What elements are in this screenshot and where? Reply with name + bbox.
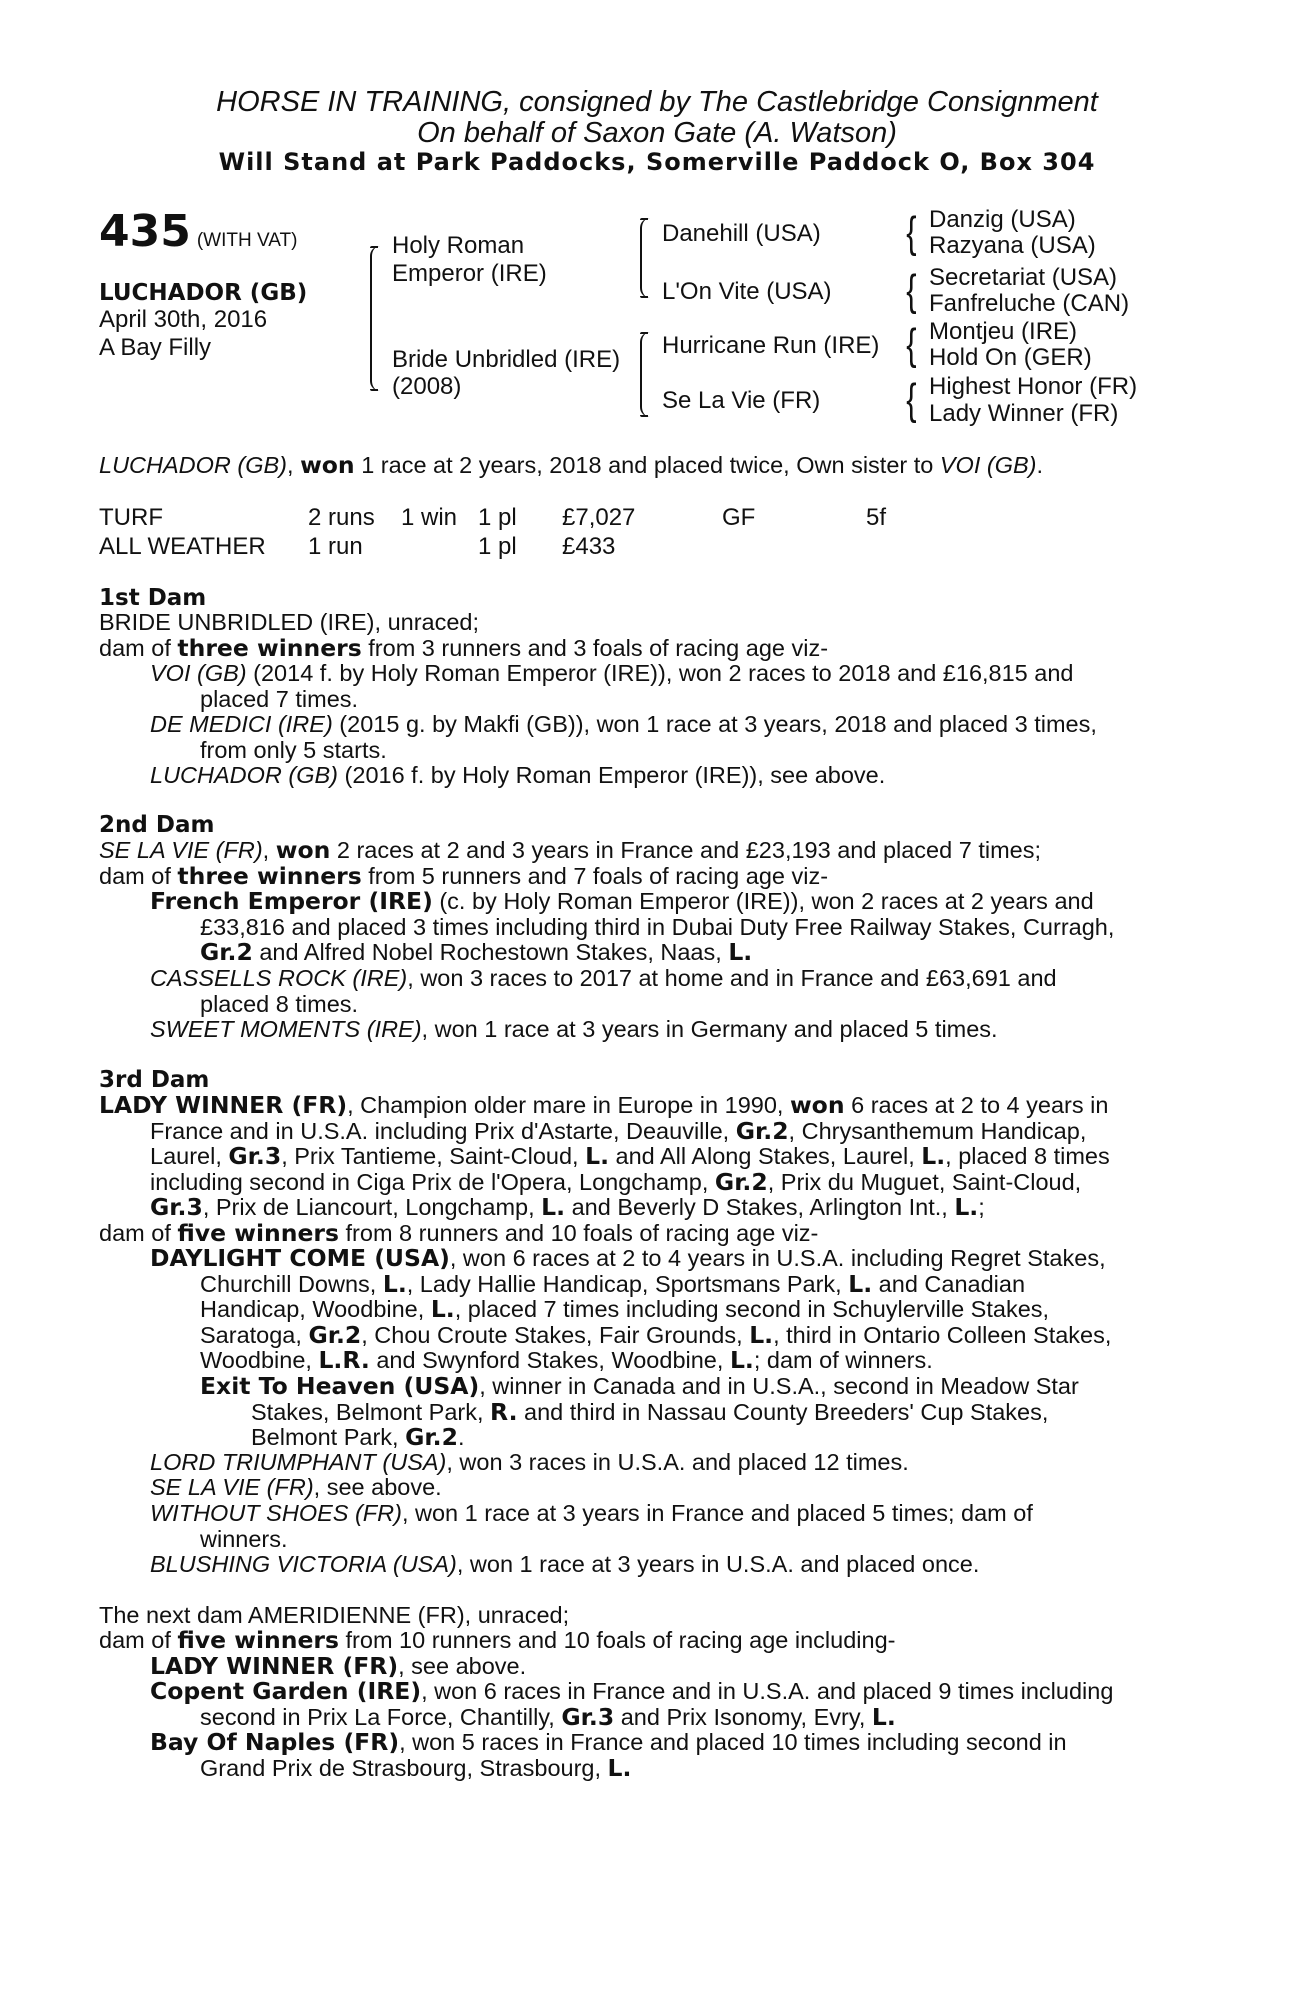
brace-glyph: { [906,266,917,315]
sire-name-line2: Emperor (IRE) [392,260,547,287]
perf-places: 1 pl [478,504,517,531]
third-dam-produce: dam of five winners from 8 runners and 10 foals of racing age viz- [99,1219,819,1247]
second-dam-name: SE LA VIE (FR), won 2 races at 2 and 3 years in France and £23,193 and placed 7 times; [99,836,1041,864]
pedigree-brace-dam [640,332,652,417]
lot-number-block [99,206,297,257]
produce-entry: Copent Garden (IRE), won 6 races in France and in U.S.A. and placed 9 times including second in Prix La Force, Chantilly, Gr.3 and Prix Isonomy, Evry, L. [150,1677,1114,1731]
dam-year: (2008) [392,373,462,400]
dam-sire: Hurricane Run (IRE) [662,332,880,359]
perf-prize: £7,027 [562,504,636,531]
sire-dam: L'On Vite (USA) [662,278,832,305]
perf-surface: TURF [99,504,163,531]
third-dam-heading: 3rd Dam [99,1067,210,1093]
sire-dam-sire: Secretariat (USA) [929,264,1118,291]
race-summary: LUCHADOR (GB), won 1 race at 2 years, 2018 and placed twice, Own sister to VOI (GB). [99,451,1044,479]
perf-wins: 1 win [401,504,458,531]
next-dam-produce: dam of five winners from 10 runners and 10 foals of racing age including- [99,1626,896,1654]
brace-glyph: { [906,375,917,424]
perf-runs: 1 run [308,533,363,560]
consignment-subtitle: On behalf of Saxon Gate (A. Watson) [417,117,897,149]
stand-location: Will Stand at Park Paddocks, Somerville Paddock O, Box 304 [218,148,1096,176]
summary-end: . [1036,452,1044,478]
produce-entry: Exit To Heaven (USA), winner in Canada and in U.S.A., second in Meadow Star Stakes, Belmont Park, R. and third in Nassau County Breeders' Cup Stakes, Belmont Park, Gr.2. [200,1372,1079,1451]
produce-entry: French Emperor (IRE) (c. by Holy Roman Emperor (IRE)), won 2 races at 2 years and £33,816 and placed 3 times including third in Dubai Duty Free Railway Stakes, Curragh, Gr.2 and Alfred Nobel Rochestown Stakes, Naas, L. [150,887,1115,966]
produce-entry: Bay Of Naples (FR), won 5 races in France and placed 10 times including second in Grand Prix de Strasbourg, Strasbourg, L. [150,1728,1067,1782]
lot-number: 435 [99,206,191,257]
brace-glyph: { [906,320,917,369]
pedigree-brace-sire [640,218,652,298]
sire-dam-dam: Fanfreluche (CAN) [929,290,1130,317]
sire-sire-sire: Danzig (USA) [929,206,1076,233]
first-dam-heading: 1st Dam [99,585,207,611]
produce-entry: DAYLIGHT COME (USA), won 6 races at 2 to 4 years in U.S.A. including Regret Stakes, Churchill Downs, L., Lady Hallie Handicap, Sportsmans Park, L. and Canadian Handicap, Woodbine, L., placed 7 times including second in Schuylerville Stakes, Saratoga, Gr.2, Chou Croute Stakes, Fair Grounds, L., third in Ontario Colleen Stakes, Woodbine, L.R. and Swynford Stakes, Woodbine, L.; dam of winners. [150,1244,1112,1374]
first-dam-produce: dam of three winners from 3 runners and 3 foals of racing age viz- [99,634,829,662]
vat-note: (WITH VAT) [196,230,298,251]
sire-sire-dam: Razyana (USA) [929,232,1096,259]
sire-sire: Danehill (USA) [662,220,821,247]
next-dam-name: The next dam AMERIDIENNE (FR), unraced; [99,1602,570,1628]
dam-sire-dam: Hold On (GER) [929,344,1092,371]
third-dam-record: LADY WINNER (FR), Champion older mare in Europe in 1990, won 6 races at 2 to 4 years in France and in U.S.A. including Prix d'Astarte, Deauville, Gr.2, Chrysanthemum Handicap, Laurel, Gr.3, Prix Tantieme, Saint-Cloud, L. and All Along Stakes, Laurel, L., placed 8 times including second in Ciga Prix de l'Opera, Longchamp, Gr.2, Prix du Muguet, Saint-Cloud, Gr.3, Prix de Liancourt, Longchamp, L. and Beverly D Stakes, Arlington Int., L.; [99,1091,1110,1221]
summary-horse-name: LUCHADOR (GB) [99,452,288,478]
produce-entry: SWEET MOMENTS (IRE), won 1 race at 3 years in Germany and placed 5 times. [150,1016,998,1042]
perf-runs: 2 runs [308,504,375,531]
second-dam-produce: dam of three winners from 5 runners and 7 foals of racing age viz- [99,862,829,890]
produce-entry: BLUSHING VICTORIA (USA), won 1 race at 3 years in U.S.A. and placed once. [150,1551,980,1577]
dam-sire-sire: Montjeu (IRE) [929,318,1078,345]
produce-entry: SE LA VIE (FR), see above. [150,1474,442,1500]
sire-name: Holy Roman [392,232,525,259]
summary-sister: VOI (GB) [939,452,1037,478]
horse-name: LUCHADOR (GB) [99,280,308,306]
dam-dam-dam: Lady Winner (FR) [929,400,1119,427]
dam-name: Bride Unbridled (IRE) [392,346,621,373]
produce-entry: DE MEDICI (IRE) (2015 g. by Makfi (GB)), won 1 race at 3 years, 2018 and placed 3 times, from only 5 starts. [150,711,1097,763]
first-dam-name: BRIDE UNBRIDLED (IRE), unraced; [99,609,480,635]
summary-text: 1 race at 2 years, 2018 and placed twice, Own sister to [354,452,940,478]
produce-entry: VOI (GB) (2014 f. by Holy Roman Emperor (IRE)), won 2 races to 2018 and £16,815 and placed 7 times. [150,660,1074,712]
produce-entry: WITHOUT SHOES (FR), won 1 race at 3 years in France and placed 5 times; dam of winners. [150,1500,1033,1552]
produce-entry: LADY WINNER (FR), see above. [150,1652,527,1680]
perf-prize: £433 [562,533,616,560]
dam-dam-sire: Highest Honor (FR) [929,373,1138,400]
perf-surface: ALL WEATHER [99,533,266,560]
second-dam-heading: 2nd Dam [99,812,215,838]
perf-places: 1 pl [478,533,517,560]
produce-entry: LUCHADOR (GB) (2016 f. by Holy Roman Emperor (IRE)), see above. [150,762,886,788]
summary-won: won [300,451,355,479]
perf-distance: 5f [866,504,887,531]
horse-description: A Bay Filly [99,334,212,361]
foaling-date: April 30th, 2016 [99,306,268,333]
pedigree-brace-main [370,246,382,391]
produce-entry: CASSELLS ROCK (IRE), won 3 races to 2017 at home and in France and £63,691 and placed 8 times. [150,965,1057,1017]
brace-glyph: { [906,208,917,257]
produce-entry: LORD TRIUMPHANT (USA), won 3 races in U.S.A. and placed 12 times. [150,1449,909,1475]
perf-going: GF [722,504,756,531]
consignment-title: HORSE IN TRAINING, consigned by The Castlebridge Consignment [216,86,1098,118]
dam-dam: Se La Vie (FR) [662,387,821,414]
